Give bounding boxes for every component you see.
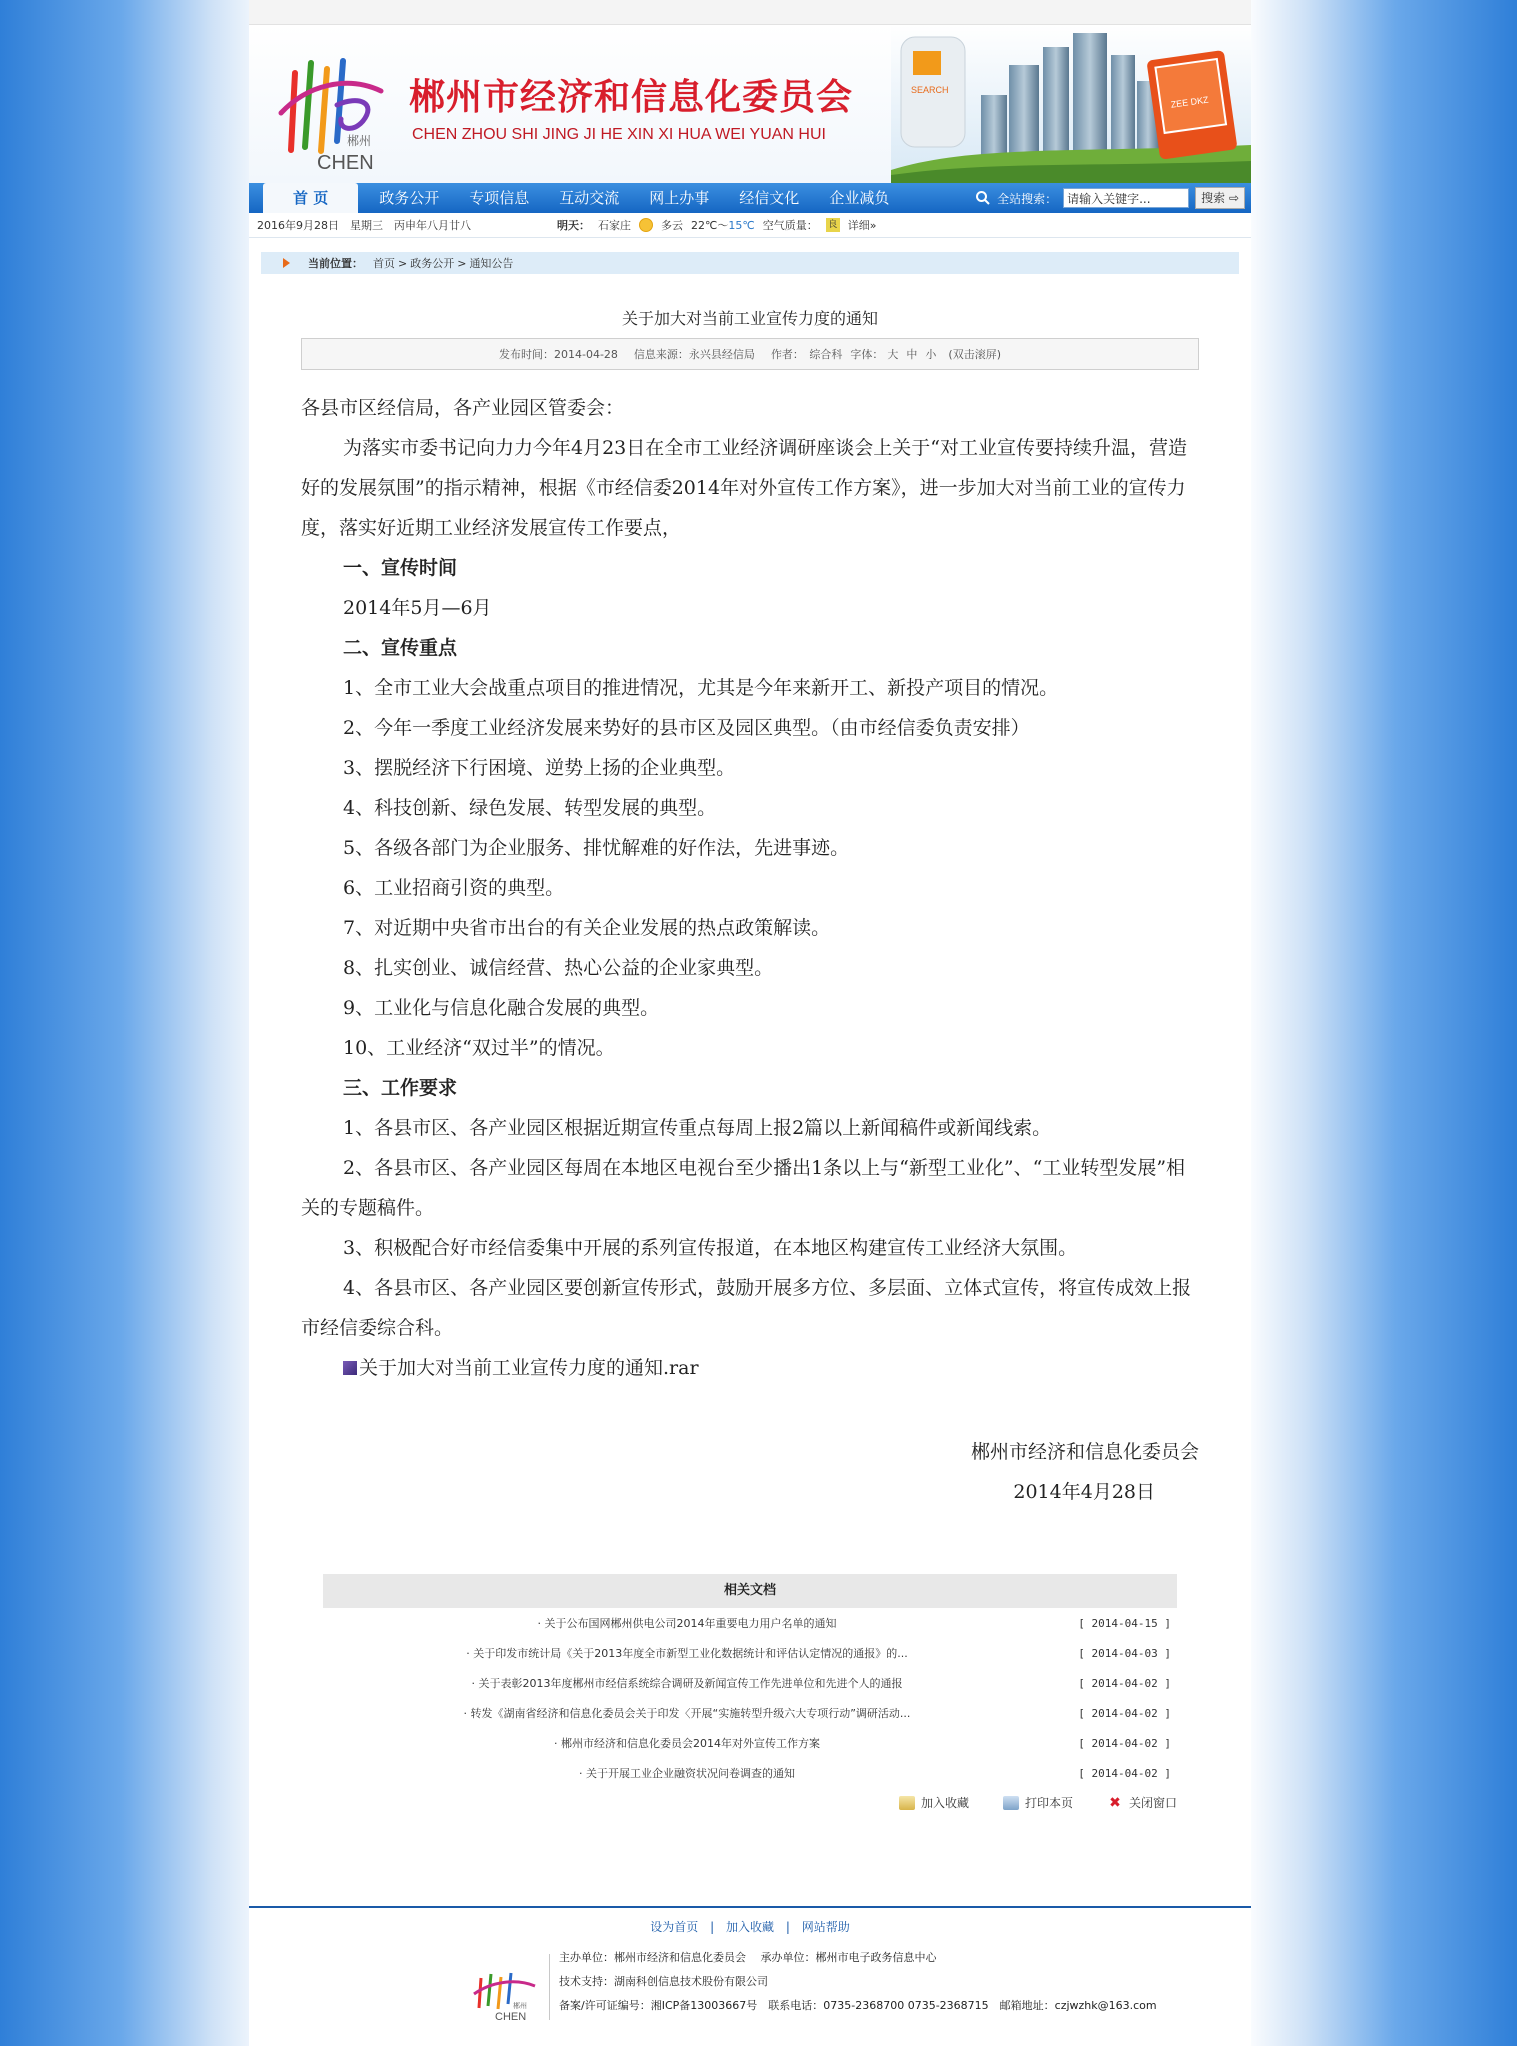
page-tools: [249, 1794, 1177, 1811]
footer-info: [559, 1946, 1157, 2018]
related-title[interactable]: · 关于开展工业企业融资状况问卷调查的通知: [579, 1767, 795, 1780]
table-row[interactable]: [323, 1638, 1177, 1668]
svg-text:CHEN: CHEN: [495, 2011, 527, 2022]
sign-date: 2014年4月28日: [1013, 1481, 1155, 1503]
breadcrumb-home[interactable]: 首页: [373, 257, 395, 270]
salutation: 各县市区经信局，各产业园区管委会：: [301, 397, 625, 419]
logo-small-en: CHEN: [317, 152, 374, 173]
font-medium-button[interactable]: 中: [906, 348, 918, 361]
footer-tech-support: 技术支持：湖南科创信息技术股份有限公司: [559, 1975, 768, 1988]
publish-date: 发布时间：2014-04-28: [498, 348, 618, 361]
article-body: [301, 388, 1199, 1512]
list-item: 1、各县市区、各产业园区根据近期宣传重点每周上报2篇以上新闻稿件或新闻线索。: [343, 1117, 1052, 1139]
article-title: 关于加大对当前工业宣传力度的通知: [621, 309, 878, 328]
related-date: [ 2014-04-02 ]: [1078, 1736, 1171, 1750]
search-icon: [975, 190, 991, 206]
aqi-badge: 良: [826, 218, 840, 232]
related-date: [ 2014-04-02 ]: [1078, 1766, 1171, 1780]
current-date: 2016年9月28日 星期三 丙申年八月廿八: [257, 219, 471, 232]
table-row[interactable]: [323, 1698, 1177, 1728]
info-bar: [249, 213, 1251, 238]
signature-block: [301, 1432, 1199, 1512]
related-title[interactable]: · 转发《湖南省经济和信息化委员会关于印发〈开展“实施转型升级六大专项行动”调研活动...: [463, 1707, 911, 1720]
add-favorite-button[interactable]: 加入收藏: [899, 1794, 969, 1811]
article-meta: [301, 338, 1199, 370]
weather-detail-link[interactable]: 详细»: [847, 219, 877, 232]
section-2-title: 二、宣传重点: [343, 637, 458, 659]
site-footer: [249, 1906, 1251, 2036]
nav-item-interaction[interactable]: 互动交流: [559, 189, 620, 207]
list-item: 4、各县市区、各产业园区要创新宣传形式，鼓励开展多方位、多层面、立体式宣传，将宣传成效上报市经信委综合科。: [301, 1277, 1192, 1339]
table-row[interactable]: [323, 1758, 1177, 1788]
breadcrumb-label: 当前位置：: [308, 257, 363, 270]
top-strip: [249, 0, 1251, 25]
list-item: 3、积极配合好市经信委集中开展的系列宣传报道，在本地区构建宣传工业经济大氛围。: [343, 1237, 1078, 1259]
footer-license: 备案/许可证编号：湘ICP备13003667号 联系电话：0735-2368700 0735-2368715 邮箱地址：czjwzhk@163.com: [559, 1999, 1157, 2012]
breadcrumb-notices[interactable]: 通知公告: [469, 257, 514, 270]
nav-item-burden-reduction[interactable]: 企业减负: [829, 189, 890, 207]
list-item: 6、工业招商引资的典型。: [343, 877, 565, 899]
breadcrumb-arrow-icon: [283, 258, 290, 268]
signer: 郴州市经济和信息化委员会: [970, 1441, 1199, 1463]
footer-sponsor: 主办单位：郴州市经济和信息化委员会 承办单位：郴州市电子政务信息中心: [559, 1951, 937, 1964]
aqi-label: 空气质量：: [762, 219, 818, 232]
list-item: 10、工业经济“双过半”的情况。: [343, 1037, 615, 1059]
list-item: 4、科技创新、绿色发展、转型发展的典型。: [343, 797, 717, 819]
search-button[interactable]: 搜索 ⇨: [1195, 187, 1245, 209]
archive-file-icon: [343, 1361, 357, 1375]
folder-star-icon: [899, 1796, 915, 1810]
nav-item-special-info[interactable]: 专项信息: [469, 189, 530, 207]
table-row[interactable]: [323, 1728, 1177, 1758]
related-heading: 相关文档: [323, 1574, 1177, 1608]
font-small-button[interactable]: 小: [925, 348, 937, 361]
footer-logo-icon: [471, 1968, 541, 2022]
printer-icon: [1003, 1796, 1019, 1810]
section-1-title: 一、宣传时间: [343, 557, 458, 579]
section-1-text: 2014年5月—6月: [343, 597, 492, 619]
footer-links: 设为首页 | 加入收藏 | 网站帮助: [650, 1920, 850, 1934]
footer-body: [249, 1946, 1251, 2036]
scroll-toggle[interactable]: (双击滚屏): [948, 348, 1002, 361]
list-item: 8、扎实创业、诚信经营、热心公益的企业家典型。: [343, 957, 774, 979]
related-date: [ 2014-04-02 ]: [1078, 1706, 1171, 1720]
section-3-title: 三、工作要求: [343, 1077, 458, 1099]
site-logo-icon[interactable]: [277, 55, 387, 173]
weather-desc: 多云: [661, 219, 683, 232]
search-input[interactable]: [1063, 188, 1189, 208]
logo-small-zh: 郴州: [347, 134, 372, 148]
laptop-icon: [1146, 50, 1237, 160]
related-title[interactable]: · 关于表彰2013年度郴州市经信系统综合调研及新闻宣传工作先进单位和先进个人的通报: [471, 1677, 903, 1690]
list-item: 9、工业化与信息化融合发展的典型。: [343, 997, 660, 1019]
tomorrow-label: 明天：: [557, 219, 590, 232]
site-title-en: CHEN ZHOU SHI JING JI HE XIN XI HUA WEI YUAN HUI: [412, 126, 826, 143]
attachment-link[interactable]: 关于加大对当前工业宣传力度的通知.rar: [301, 1348, 1199, 1388]
nav-item-home[interactable]: 首 页: [263, 183, 358, 213]
font-size-label: 字体：: [850, 348, 884, 361]
intro-paragraph: 为落实市委书记向力力今年4月23日在全市工业经济调研座谈会上关于“对工业宣传要持续升温，营造好的发展氛围”的指示精神，根据《市经信委2014年对外宣传工作方案》，进一步加大对当前工业的宣传力度，落实好近期工业经济发展宣传工作要点，: [301, 437, 1187, 539]
breadcrumb: 当前位置： 首页 > 政务公开 > 通知公告: [261, 252, 1239, 274]
info-source: 信息来源：永兴县经信局: [633, 348, 755, 361]
weather-temp: 22℃～15℃: [691, 219, 755, 232]
close-window-button[interactable]: ✖ 关闭窗口: [1107, 1794, 1177, 1811]
author: 作者： 综合科: [770, 348, 843, 361]
list-item: 2、各县市区、各产业园区每周在本地区电视台至少播出1条以上与“新型工业化”、“工业转型发展”相关的专题稿件。: [301, 1157, 1186, 1219]
close-icon: ✖: [1109, 1794, 1121, 1811]
weather-widget: [557, 217, 876, 233]
nav-item-government-affairs[interactable]: 政务公开: [379, 189, 440, 207]
page: [249, 0, 1251, 2046]
list-item: 1、全市工业大会战重点项目的推进情况，尤其是今年来新开工、新投产项目的情况。: [343, 677, 1059, 699]
set-homepage-link[interactable]: 设为首页: [650, 1920, 699, 1934]
svg-text:郴州: 郴州: [513, 2002, 527, 2010]
breadcrumb-government[interactable]: 政务公开: [410, 257, 455, 270]
footer-divider: [549, 1954, 550, 2020]
list-item: 7、对近期中央省市出台的有关企业发展的热点政策解读。: [343, 917, 831, 939]
related-documents: [323, 1574, 1177, 1788]
related-date: [ 2014-04-02 ]: [1078, 1676, 1171, 1690]
site-help-link[interactable]: 网站帮助: [801, 1920, 850, 1934]
weather-city: 石家庄: [598, 219, 631, 232]
table-row[interactable]: [323, 1608, 1177, 1638]
nav-item-online-service[interactable]: 网上办事: [649, 189, 710, 207]
list-item: 3、摆脱经济下行困境、逆势上扬的企业典型。: [343, 757, 736, 779]
site-title: 郴州市经济和信息化委员会: [409, 77, 854, 118]
related-title[interactable]: · 关于公布国网郴州供电公司2014年重要电力用户名单的通知: [537, 1617, 837, 1630]
list-item: 2、今年一季度工业经济发展来势好的县市区及园区典型。（由市经信委负责安排）: [343, 717, 1030, 739]
site-search: [975, 187, 1245, 209]
cloudy-icon: [639, 218, 653, 232]
print-page-button[interactable]: 打印本页: [1003, 1794, 1073, 1811]
list-item: 5、各级各部门为企业服务、排忧解难的好作法，先进事迹。: [343, 837, 850, 859]
related-date: [ 2014-04-15 ]: [1078, 1616, 1171, 1630]
main-nav: [249, 183, 1251, 213]
related-title[interactable]: · 关于印发市统计局《关于2013年度全市新型工业化数据统计和评估认定情况的通报》的...: [466, 1647, 908, 1660]
nav-item-culture[interactable]: 经信文化: [739, 189, 800, 207]
search-badge: SEARCH: [911, 85, 949, 95]
city-skyline-illustration: [891, 25, 1251, 183]
site-banner: [249, 25, 1251, 183]
related-date: [ 2014-04-03 ]: [1078, 1646, 1171, 1660]
font-large-button[interactable]: 大: [887, 348, 899, 361]
table-row[interactable]: [323, 1668, 1177, 1698]
related-title[interactable]: · 郴州市经济和信息化委员会2014年对外宣传工作方案: [554, 1737, 820, 1750]
svg-text:ZEE DKZ: ZEE DKZ: [1170, 94, 1210, 110]
add-favorite-link[interactable]: 加入收藏: [725, 1920, 774, 1934]
search-label: 全站搜索：: [997, 191, 1058, 206]
